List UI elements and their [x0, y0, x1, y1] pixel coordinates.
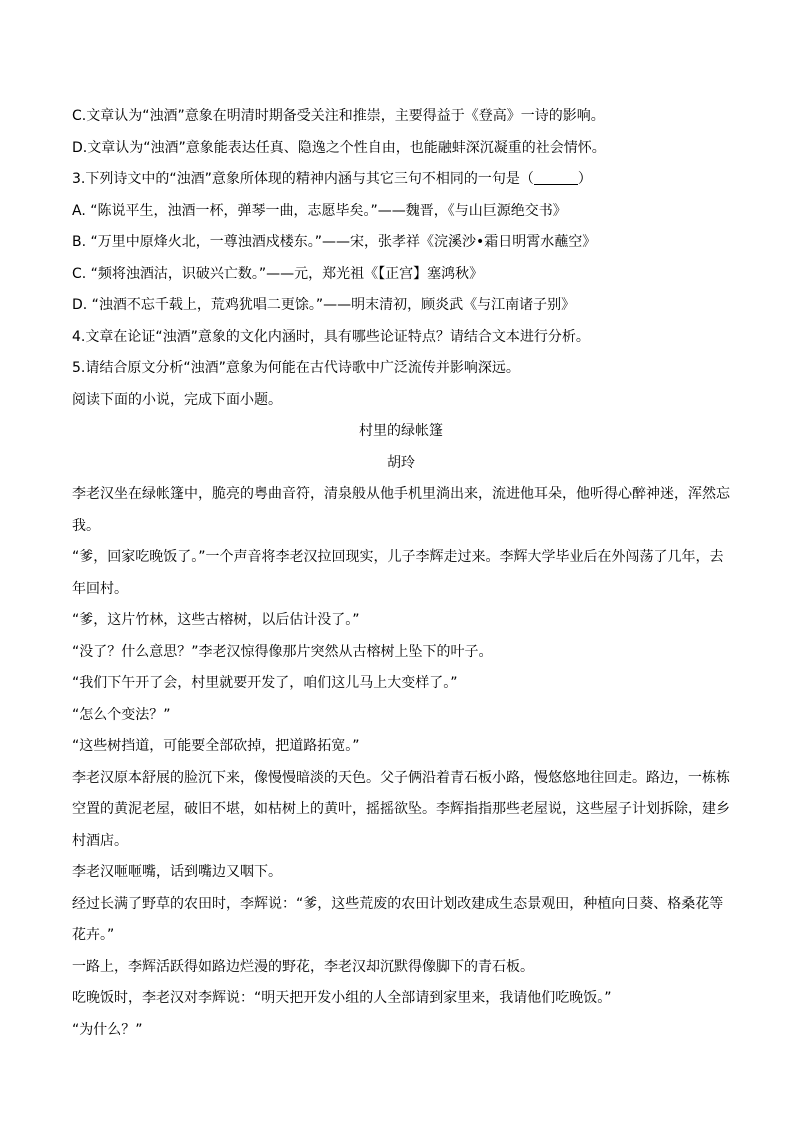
question-3-option-d: D. “浊酒不忘千载上，荒鸡犹唱二更馀。”——明末清初，顾炎武《与江南诸子别》 [72, 297, 576, 313]
story-paragraph: “爹，这片竹林，这些古榕树，以后估计没了。” [72, 612, 360, 628]
question-3-close: ） [577, 171, 592, 187]
option-d-text: D.文章认为“浊酒”意象能表达任真、隐逸之个性自由，也能融蚌深沉凝重的社会情怀。 [72, 139, 606, 156]
story-paragraph: 经过长满了野草的农田时，李辉说：“爹，这些荒废的农田计划改建成生态景观田，种植向日葵、格桑花等花卉。” [72, 895, 724, 943]
option-c-text: C.文章认为“浊酒”意象在明清时期备受关注和推崇，主要得益于《登高》一诗的影响。 [72, 108, 605, 124]
question-3 [72, 164, 730, 196]
story-paragraph: 李老汉原本舒展的脸沉下来，像慢慢暗淡的天色。父子俩沿着青石板小路，慢悠悠地往回走。路边，一栋栋空置的黄泥老屋，破旧不堪，如枯树上的黄叶，摇摇欲坠。李辉指指那些老屋说，这些屋子计划拆除，建乡村酒店。 [72, 769, 730, 849]
question-3-option-a: A. “陈说平生，浊酒一杯，弹琴一曲，志愿毕矣。”——魏晋，《与山巨源绝交书》 [72, 202, 567, 219]
story-paragraph: 吃晚饭时，李老汉对李辉说：“明天把开发小组的人全部请到家里来，我请他们吃晚饭。” [72, 990, 612, 1006]
story-paragraph: 李老汉咂咂嘴，话到嘴边又咽下。 [72, 864, 282, 880]
story-paragraph: “怎么个变法？” [72, 706, 171, 723]
question-3-stem: 3.下列诗文中的“浊酒”意象所体现的精神内涵与其它三句不相同的一句是（ [72, 171, 534, 187]
story-paragraph: “为什么？” [72, 1021, 143, 1038]
story-paragraph: “爹，回家吃晚饭了。”一个声音将李老汉拉回现实，儿子李辉走过来。李辉大学毕业后在外闯荡了几年，去年回村。 [72, 549, 724, 597]
story-title: 村里的绿帐篷 [359, 423, 443, 439]
story-paragraph: 一路上，李辉活跃得如路边烂漫的野花，李老汉却沉默得像脚下的青石板。 [72, 958, 534, 975]
story-paragraph: “我们下午开了会，村里就要开发了，咱们这儿马上大变样了。” [72, 675, 458, 691]
question-3-option-c: C. “频将浊酒沽，识破兴亡数。”——元，郑光祖《【正宫】塞鸿秋》 [72, 265, 484, 282]
document-body [72, 101, 730, 1046]
question-4: 4.文章在论证“浊酒”意象的文化内涵时，具有哪些论证特点？请结合文本进行分析。 [72, 328, 590, 345]
story-paragraph: “这些树挡道，可能要全部砍掉，把道路拓宽。” [72, 738, 360, 754]
reading-instruction: 阅读下面的小说，完成下面小题。 [72, 391, 282, 408]
question-5: 5.请结合原文分析“浊酒”意象为何能在古代诗歌中广泛流传并影响深远。 [72, 360, 520, 376]
answer-blank [534, 170, 578, 185]
story-author: 胡玲 [387, 454, 415, 471]
story-paragraph: 李老汉坐在绿帐篷中，脆亮的粤曲音符，清泉般从他手机里淌出来，流进他耳朵，他听得心醉神迷，浑然忘我。 [72, 486, 730, 534]
question-3-option-b: B. “万里中原烽火北，一尊浊酒戍楼东。”——宋，张孝祥《浣溪沙•霜日明霄水蘸空》 [72, 234, 597, 250]
story-paragraph: “没了？什么意思？”李老汉惊得像那片突然从古榕树上坠下的叶子。 [72, 643, 493, 660]
